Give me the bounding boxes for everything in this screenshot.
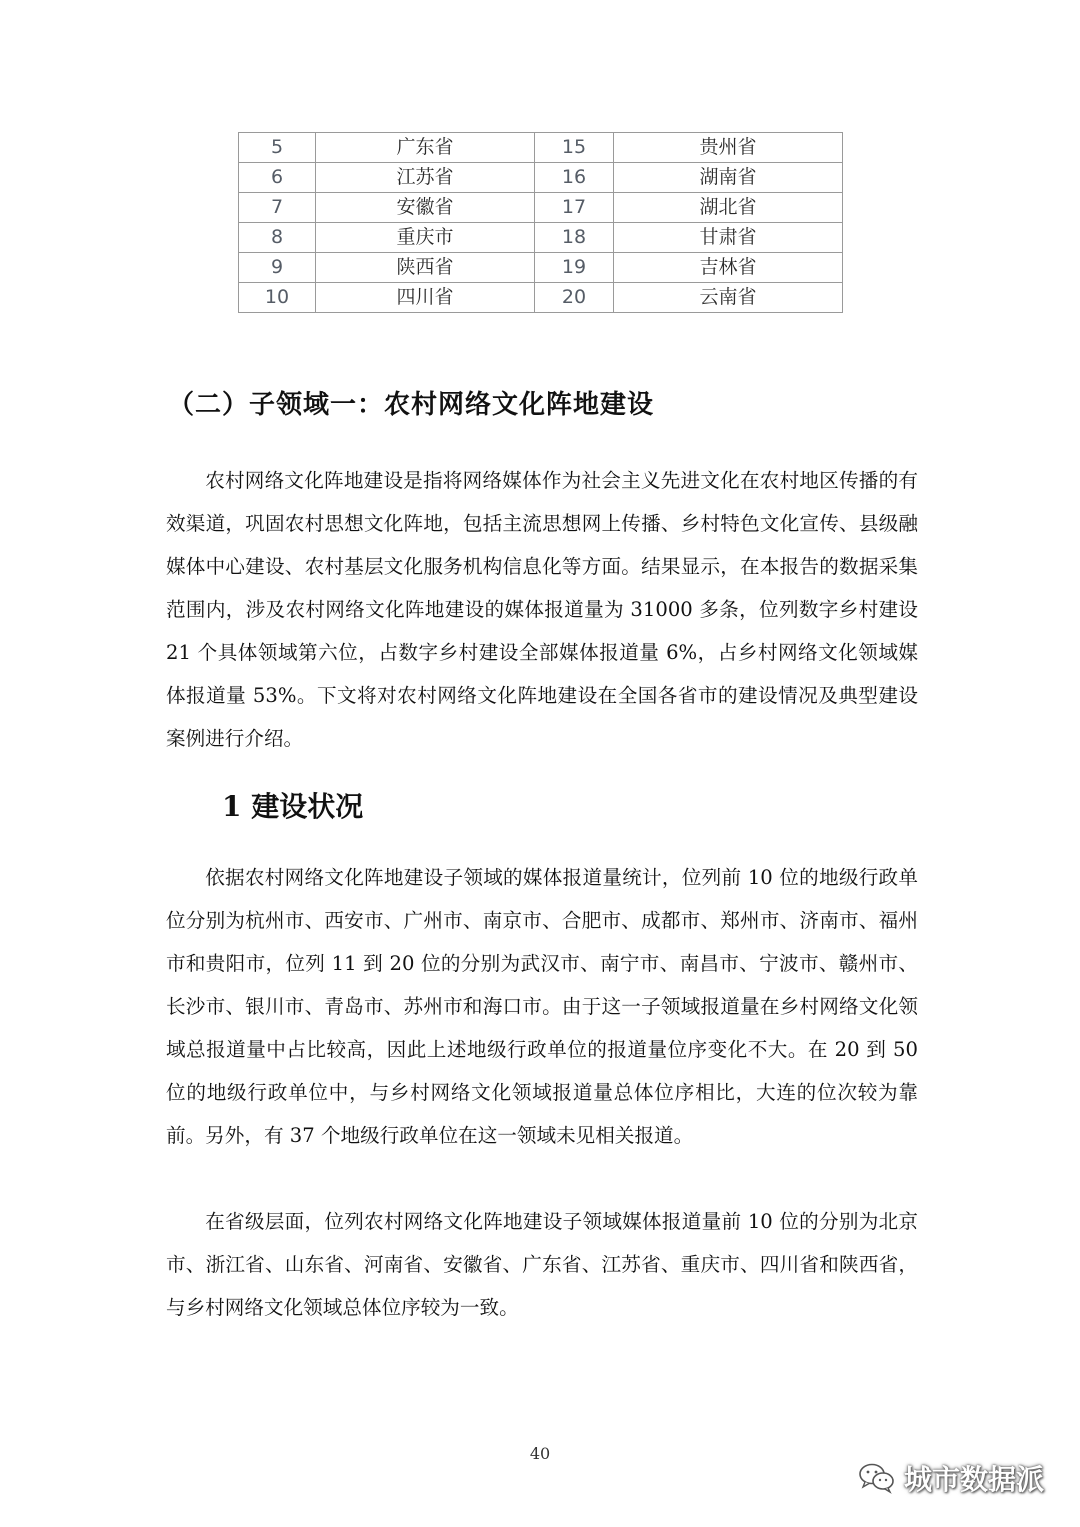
province-cell: 四川省 [316, 283, 535, 313]
rank-cell: 7 [239, 193, 316, 223]
city-ranking-paragraph: 依据农村网络文化阵地建设子领域的媒体报道量统计，位列前 10 位的地级行政单位分别为杭州市、西安市、广州市、南京市、合肥市、成都市、郑州市、济南市、福州市和贵阳市，位列 11 到 20 位的分别为武汉市、南宁市、南昌市、宁波市、赣州市、长沙市、银川市、青岛市、苏州市和海口市。由于这一子领域报道量在乡村网络文化领域总报道量中占比较高，因此上述地级行政单位的报道量位序变化不大。在 20 到 50 位的地级行政单位中，与乡村网络文化领域报道量总体位序相比，大连的位次较为靠前。另外，有 37 个地级行政单位在这一领域未见相关报道。 [166, 866, 918, 1147]
rank-cell: 15 [535, 133, 614, 163]
rank-cell: 10 [239, 283, 316, 313]
watermark-text: 城市数据派 [903, 1463, 1044, 1496]
province-ranking-paragraph: 在省级层面，位列农村网络文化阵地建设子领域媒体报道量前 10 位的分别为北京市、浙江省、山东省、河南省、安徽省、广东省、江苏省、重庆市、四川省和陕西省，与乡村网络文化领域总体位序较为一致。 [166, 1210, 918, 1319]
province-cell: 广东省 [316, 133, 535, 163]
rank-cell: 6 [239, 163, 316, 193]
table-row [239, 253, 843, 283]
table-row [239, 223, 843, 253]
province-cell: 安徽省 [316, 193, 535, 223]
rank-cell: 5 [239, 133, 316, 163]
rank-cell: 17 [535, 193, 614, 223]
subsection-heading: 1 建设状况 [222, 790, 364, 823]
ranking-table [238, 132, 843, 313]
rank-cell: 8 [239, 223, 316, 253]
watermark [858, 1458, 1044, 1498]
province-cell: 湖南省 [614, 163, 843, 193]
section-heading: （二）子领域一：农村网络文化阵地建设 [168, 390, 655, 420]
province-cell: 吉林省 [614, 253, 843, 283]
rank-cell: 9 [239, 253, 316, 283]
rank-cell: 19 [535, 253, 614, 283]
province-cell: 重庆市 [316, 223, 535, 253]
page-number: 40 [529, 1444, 551, 1463]
table-row [239, 163, 843, 193]
province-cell: 甘肃省 [614, 223, 843, 253]
province-cell: 云南省 [614, 283, 843, 313]
table-row [239, 133, 843, 163]
rank-cell: 18 [535, 223, 614, 253]
rank-cell: 20 [535, 283, 614, 313]
table-row [239, 193, 843, 223]
province-cell: 湖北省 [614, 193, 843, 223]
province-cell: 江苏省 [316, 163, 535, 193]
table-row [239, 283, 843, 313]
wechat-icon [858, 1462, 896, 1494]
province-cell: 陕西省 [316, 253, 535, 283]
province-cell: 贵州省 [614, 133, 843, 163]
section-intro-paragraph: 农村网络文化阵地建设是指将网络媒体作为社会主义先进文化在农村地区传播的有效渠道，巩固农村思想文化阵地，包括主流思想网上传播、乡村特色文化宣传、县级融媒体中心建设、农村基层文化服务机构信息化等方面。结果显示，在本报告的数据采集范围内，涉及农村网络文化阵地建设的媒体报道量为 31000 多条，位列数字乡村建设 21 个具体领域第六位，占数字乡村建设全部媒体报道量 6%，占乡村网络文化领域媒体报道量 53%。下文将对农村网络文化阵地建设在全国各省市的建设情况及典型建设案例进行介绍。 [166, 469, 918, 750]
rank-cell: 16 [535, 163, 614, 193]
